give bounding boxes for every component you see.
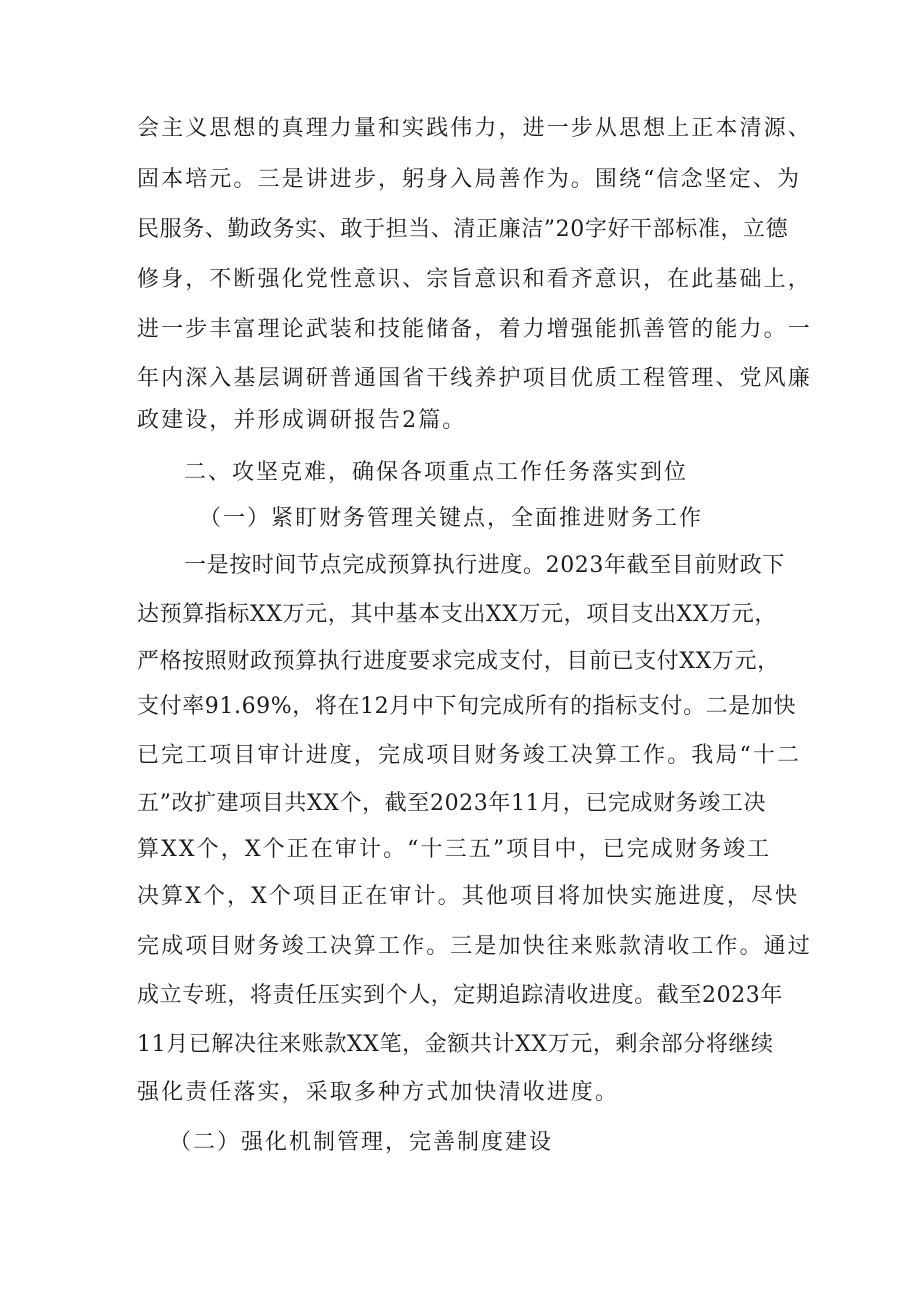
body-text-line: 支付率91.69%，将在12月中下旬完成所有的指标支付。二是加快 <box>137 694 797 719</box>
body-text-line: 固本培元。三是讲进步，躬身入局善作为。围绕“信念坚定、为 <box>137 167 802 192</box>
body-text-line: 进一步丰富理论武装和技能储备，着力增强能抓善管的能力。一 <box>137 317 812 342</box>
body-text-line: 算XX个，X个正在审计。“十三五”项目中，已完成财务竣工 <box>137 837 772 862</box>
body-text-line: 强化责任落实，采取多种方式加快清收进度。 <box>137 1080 620 1105</box>
body-text-line: 决算X个，X个项目正在审计。其他项目将加快实施进度，尽快 <box>137 884 800 909</box>
body-text-line: 一是按时间节点完成预算执行进度。2023年截至目前财政下 <box>184 553 785 578</box>
body-text-line: 达预算指标XX万元，其中基本支出XX万元，项目支出XX万元， <box>137 602 777 627</box>
body-text-line: 成立专班，将责任压实到个人，定期追踪清收进度。截至2023年 <box>137 983 783 1008</box>
body-text-line: 完成项目财务竣工决算工作。三是加快往来账款清收工作。通过 <box>137 934 812 959</box>
body-text-line: 五”改扩建项目共XX个，截至2023年11月，已完成财务竣工决 <box>137 791 767 816</box>
section-heading: 二、攻坚克难，确保各项重点工作任务落实到位 <box>184 460 689 485</box>
body-text-line: 严格按照财政预算执行进度要求完成支付，目前已支付XX万元， <box>137 649 780 674</box>
body-text-line: 已完工项目审计进度，完成项目财务竣工决算工作。我局“十二 <box>137 743 802 768</box>
body-text-line: 民服务、勤政务实、敢于担当、清正廉洁”20字好干部标准，立德 <box>137 217 789 242</box>
subsection-heading: （一）紧盯财务管理关键点，全面推进财务工作 <box>199 506 704 531</box>
subsection-heading: （二）强化机制管理，完善制度建设 <box>169 1130 554 1155</box>
body-text-line: 修身，不断强化党性意识、宗旨意识和看齐意识，在此基础上， <box>137 267 812 292</box>
body-text-line: 年内深入基层调研普通国省干线养护项目优质工程管理、党风廉 <box>137 366 812 391</box>
body-text-line: 政建设，并形成调研报告2篇。 <box>137 408 467 433</box>
body-text-line: 11月已解决往来账款XX笔，金额共计XX万元，剩余部分将继续 <box>137 1032 774 1057</box>
body-text-line: 会主义思想的真理力量和实践伟力，进一步从思想上正本清源、 <box>137 116 812 141</box>
